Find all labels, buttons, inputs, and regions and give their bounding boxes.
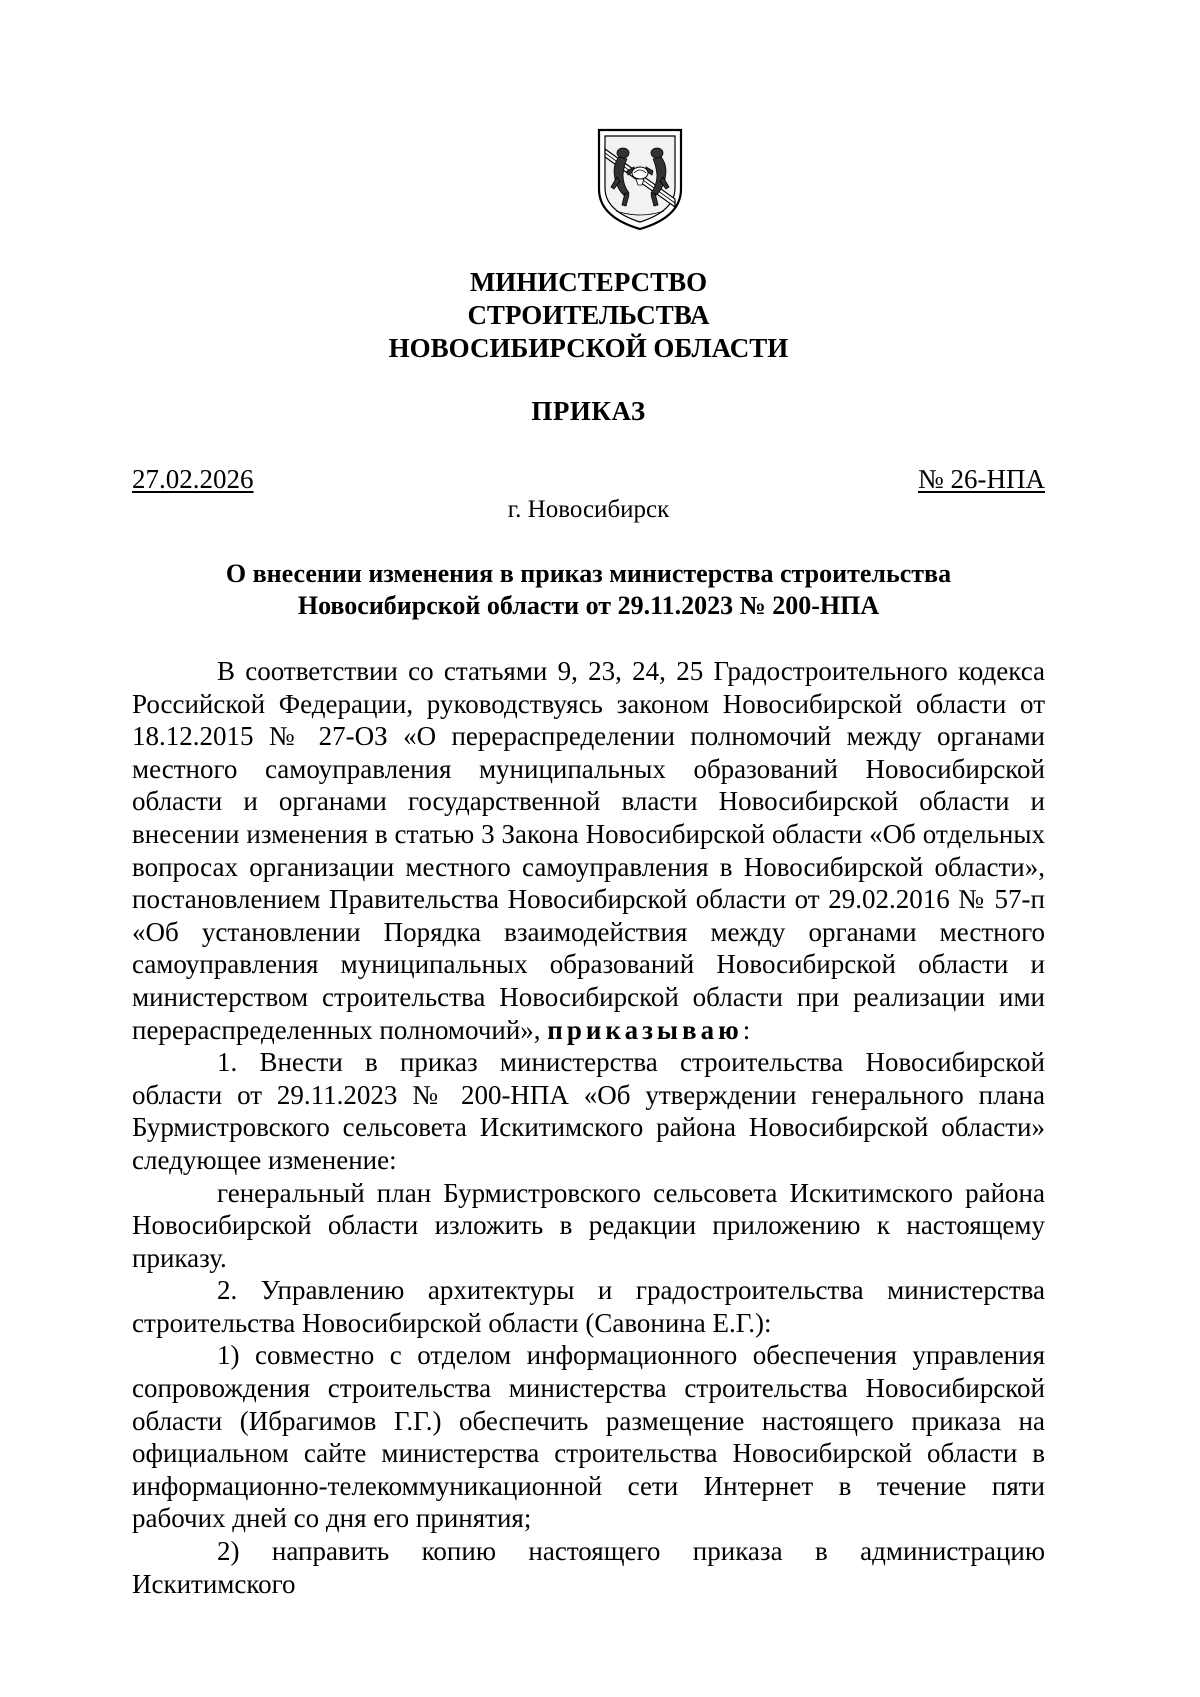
title-line: Новосибирской области от 29.11.2023 № 200-НПА bbox=[297, 591, 880, 620]
body-paragraph: 2. Управлению архитектуры и градостроительства министерства строительства Новосибирской области (Савонина Е.Г.): bbox=[132, 1275, 1045, 1338]
body-paragraph: 1) совместно с отделом информационного обеспечения управления сопровождения строительства министерства строительства Новосибирской области (Ибрагимов Г.Г.) обеспечить размещение настоящего приказа на официальном сайте министерства строительства Новосибирской области в информационно-телекоммуникационной сети Интернет в течение пяти рабочих дней со дня его принятия; bbox=[132, 1340, 1045, 1534]
date-number-row bbox=[132, 462, 1045, 496]
document-body bbox=[132, 655, 1045, 1600]
coat-of-arms-emblem bbox=[596, 127, 684, 232]
coat-of-arms-icon bbox=[596, 127, 684, 232]
preamble-end: : bbox=[742, 1014, 751, 1045]
ministry-line: СТРОИТЕЛЬСТВА bbox=[467, 300, 710, 330]
document-type: ПРИКАЗ bbox=[531, 396, 646, 426]
body-paragraph: 1. Внести в приказ министерства строительства Новосибирской области от 29.11.2023 № 200-НПА «Об утверждении генерального плана Бурмистровского сельсовета Искитимского района Новосибирской области» следующее изменение: bbox=[132, 1047, 1045, 1175]
body-paragraph: генеральный план Бурмистровского сельсовета Искитимского района Новосибирской области изложить в редакции приложению к настоящему приказу. bbox=[132, 1177, 1045, 1273]
ministry-name bbox=[132, 266, 1045, 365]
preamble-text: В соответствии со статьями 9, 23, 24, 25 Градостроительного кодекса Российской Федерации, руководствуясь законом Новосибирской области от 18.12.2015 № 27-ОЗ «О перераспределении полномочий между органами местного самоуправления муниципальных образований Новосибирской области и органами государственной власти Новосибирской области и внесении изменения в статью 3 Закона Новосибирской области «Об отдельных вопросах организации местного самоуправления в Новосибирской области», постановлением Правительства Новосибирской области от 29.02.2016 № 57-п «Об установлении Порядка взаимодействия между органами местного самоуправления муниципальных образований Новосибирской области и министерством строительства Новосибирской области при реализации ими перераспределенных полномочий», bbox=[132, 656, 1045, 1045]
document-title bbox=[132, 558, 1045, 622]
order-number: № 26-НПА bbox=[918, 464, 1045, 494]
ministry-line: НОВОСИБИРСКОЙ ОБЛАСТИ bbox=[388, 333, 789, 363]
body-paragraph: 2) направить копию настоящего приказа в администрацию Искитимского bbox=[132, 1536, 1045, 1599]
ministry-line: МИНИСТЕРСТВО bbox=[469, 267, 708, 297]
title-line: О внесении изменения в приказ министерства строительства bbox=[225, 559, 952, 588]
order-verb: приказываю bbox=[547, 1014, 743, 1045]
city: г. Новосибирск bbox=[507, 496, 670, 523]
preamble-paragraph bbox=[132, 655, 1045, 1046]
order-date: 27.02.2026 bbox=[132, 464, 254, 494]
